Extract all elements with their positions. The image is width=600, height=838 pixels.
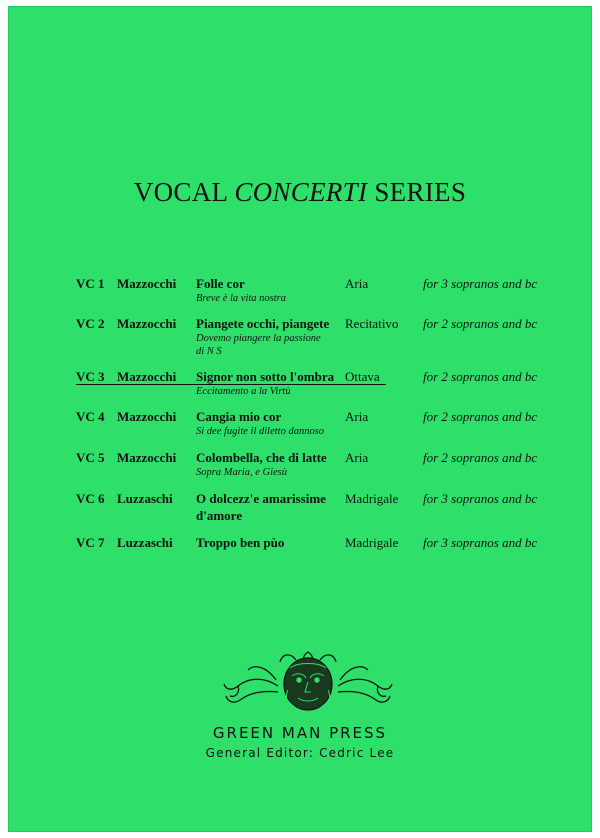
series-title	[8, 177, 592, 208]
entry-underline	[76, 384, 386, 385]
entry-scoring: for 2 sopranos and bc	[423, 409, 538, 424]
entry-form: Madrigale	[345, 535, 399, 550]
entry-composer: Luzzaschi	[117, 491, 173, 506]
title-text-concerti: CONCERTI	[234, 177, 368, 207]
entry-scoring: for 2 sopranos and bc	[423, 369, 538, 384]
entry-code: VC 3	[76, 369, 105, 384]
entry-form: Aria	[345, 276, 369, 291]
entry-form: Aria	[345, 450, 369, 465]
entry-composer: Mazzocchi	[117, 316, 177, 331]
entry-work: Signor non sotto l'ombra	[196, 369, 335, 384]
entry-code: VC 2	[76, 316, 105, 331]
entry-scoring: for 3 sopranos and bc	[423, 276, 538, 291]
green-man-face-icon	[218, 646, 398, 716]
entry-code: VC 4	[76, 409, 105, 424]
entry-scoring: for 2 sopranos and bc	[423, 316, 538, 331]
entry-composer: Mazzocchi	[117, 409, 177, 424]
entry-composer: Mazzocchi	[117, 369, 177, 384]
entry-work: Cangia mio cor	[196, 409, 282, 424]
entry-subtitle: Dovemo piangere la passione	[196, 333, 321, 344]
entry-form: Madrigale	[345, 491, 399, 506]
title-text-vocal: VOCAL	[133, 177, 235, 207]
entry-subtitle: Eccitamento a la Virtù	[196, 386, 291, 397]
cover-page	[8, 6, 592, 832]
entry-scoring: for 3 sopranos and bc	[423, 491, 538, 506]
entry-form: Ottava	[345, 369, 380, 384]
entry-work-line2: d'amore	[196, 508, 242, 523]
entry-form: Aria	[345, 409, 369, 424]
entry-composer: Mazzocchi	[117, 450, 177, 465]
title-text-series: SERIES	[367, 177, 467, 207]
entry-composer: Mazzocchi	[117, 276, 177, 291]
entry-subtitle: Si dee fugite il diletto dannoso	[196, 426, 325, 437]
general-editor: General Editor: Cedric Lee	[205, 746, 395, 760]
entry-code: VC 7	[76, 535, 105, 550]
entry-code: VC 6	[76, 491, 105, 506]
entry-work: Troppo ben pùo	[196, 535, 285, 550]
publisher-name: GREEN MAN PRESS	[212, 724, 388, 742]
entry-scoring: for 3 sopranos and bc	[423, 535, 538, 550]
entry-scoring: for 2 sopranos and bc	[423, 450, 538, 465]
entry-code: VC 1	[76, 276, 105, 291]
entry-subtitle: Sopra Maria, e Giesù	[196, 467, 287, 478]
entry-work: Folle cor	[196, 276, 245, 291]
entry-subtitle-line2: di N S	[196, 346, 222, 357]
entry-work: O dolcezz'e amarissime	[196, 491, 326, 506]
entry-work: Colombella, che di latte	[196, 450, 327, 465]
entry-work: Piangete occhi, piangete	[196, 316, 330, 331]
entry-form: Recitativo	[345, 316, 399, 331]
entry-code: VC 5	[76, 450, 105, 465]
entry-composer: Luzzaschi	[117, 535, 173, 550]
entry-subtitle: Breve è la vita nostra	[196, 293, 287, 304]
